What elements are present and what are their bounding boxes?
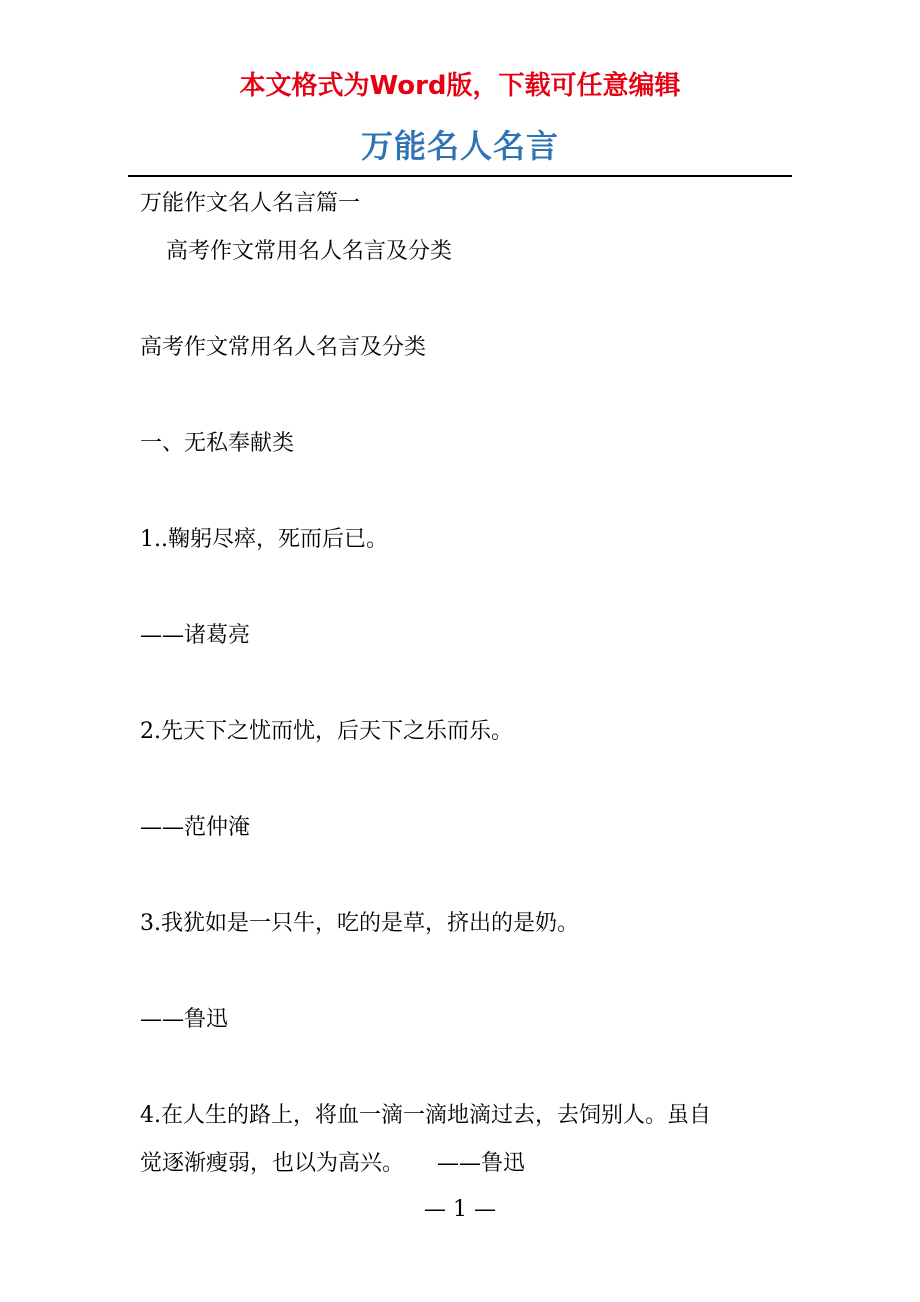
category-heading: 一、无私奉献类: [140, 431, 295, 456]
quote-author: ——诸葛亮: [140, 623, 251, 648]
section-heading: 万能作文名人名言篇一: [140, 191, 361, 216]
subtitle: 高考作文常用名人名言及分类: [166, 239, 453, 264]
quote-author: ——鲁迅: [140, 1007, 229, 1032]
quote-author: ——范仲淹: [140, 815, 251, 840]
quote-line: 2.先天下之忧而忧，后天下之乐而乐。: [140, 719, 513, 744]
page-number: — 1 —: [424, 1197, 496, 1222]
quote-line: 4.在人生的路上，将血一滴一滴地滴过去，去饲别人。虽自: [140, 1103, 711, 1128]
document-title: 万能名人名言: [360, 127, 559, 165]
title-divider: [128, 175, 792, 177]
quote-line-continued: 觉逐渐瘦弱，也以为高兴。 ——鲁迅: [140, 1151, 526, 1176]
quote-line: 3.我犹如是一只牛，吃的是草，挤出的是奶。: [140, 911, 579, 936]
quote-line: 1..鞠躬尽瘁，死而后已。: [140, 527, 388, 552]
notice-banner: 本文格式为Word版，下载可任意编辑: [239, 71, 681, 101]
paragraph-heading: 高考作文常用名人名言及分类: [140, 335, 427, 360]
